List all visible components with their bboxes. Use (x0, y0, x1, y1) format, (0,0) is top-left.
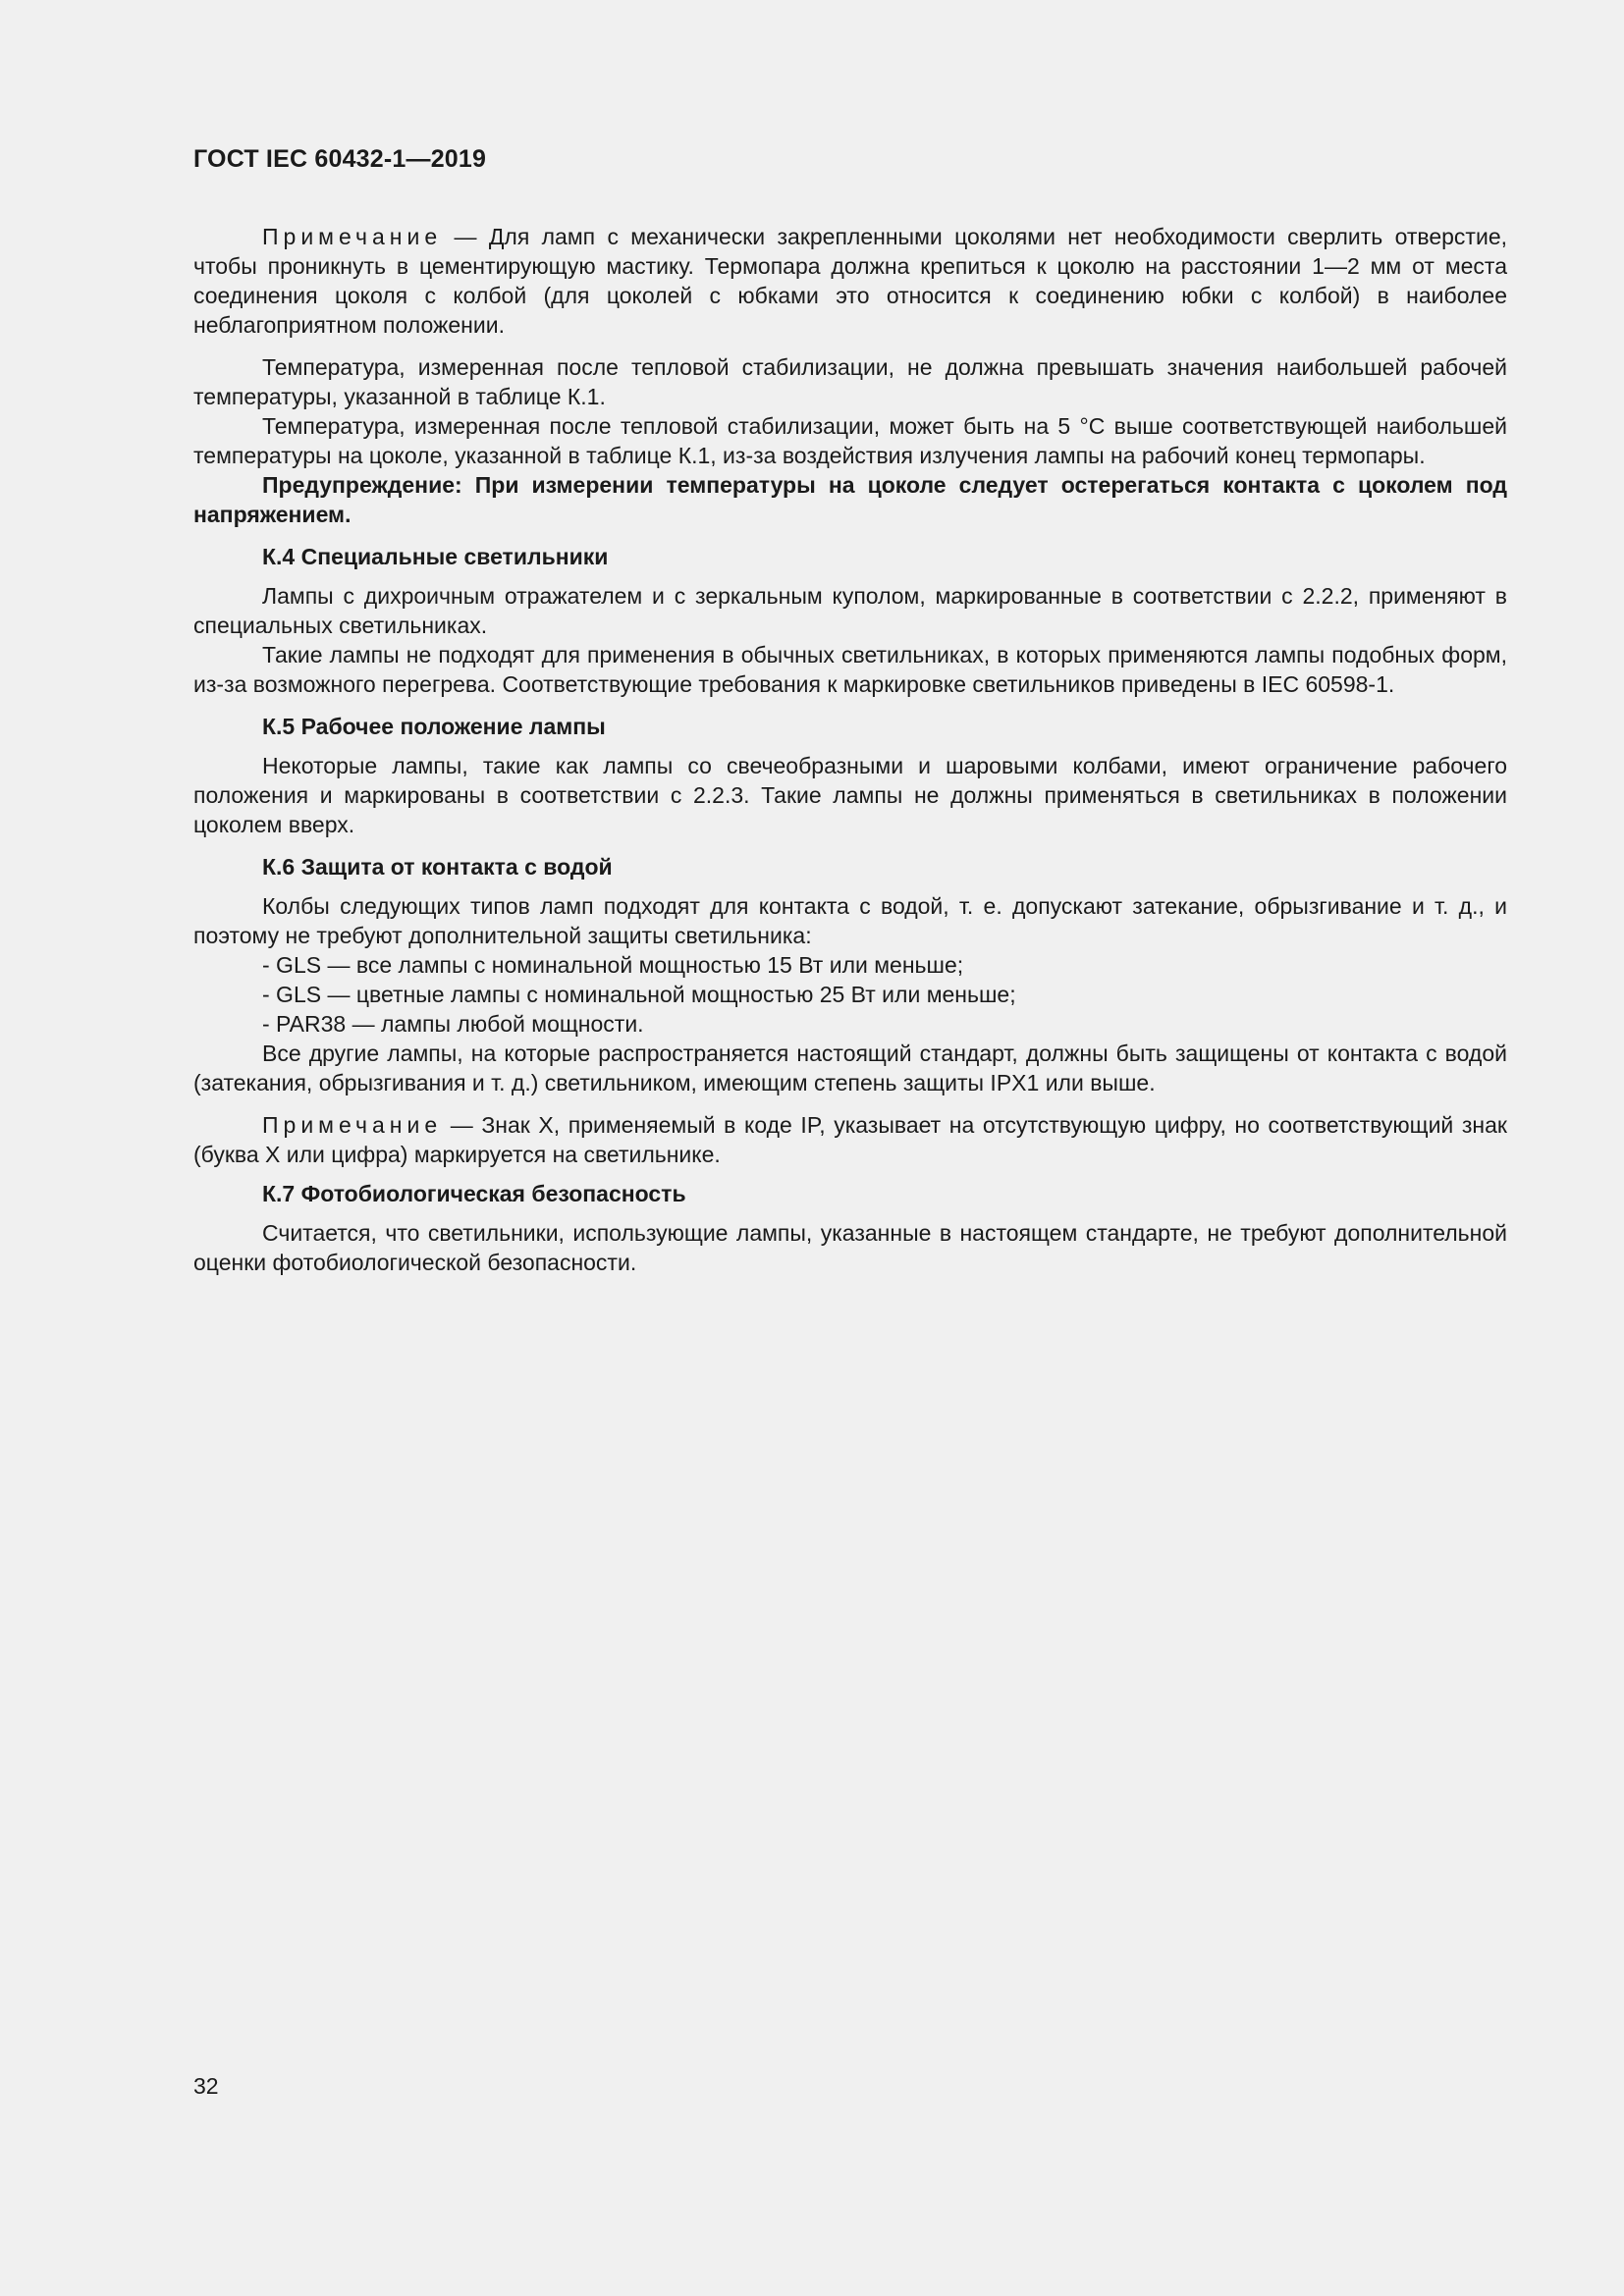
page-number: 32 (193, 2073, 219, 2099)
list-item: - GLS — цветные лампы с номинальной мощностью 25 Вт или меньше; (262, 982, 1016, 1007)
paragraph: Такие лампы не подходят для применения в обычных светильниках, в которых применяются лампы подобных форм, из-за возможного перегрева. Соответствующие требования к маркировке светильников приведены в IEC 60598-1. (193, 642, 1507, 697)
paragraph: Температура, измеренная после тепловой стабилизации, не должна превышать значения наибольшей рабочей температуры, указанной в таблице К.1. (193, 354, 1507, 409)
paragraph: Температура, измеренная после тепловой стабилизации, может быть на 5 °С выше соответствующей наибольшей температуры на цоколе, указанной в таблице К.1, из-за воздействия излучения лампы на рабочий конец термопары. (193, 413, 1507, 468)
note-text: — Знак X, применяемый в коде IP, указывает на отсутствующую цифру, но соответствующий знак (буква X или цифра) маркируется на светильнике. (193, 1112, 1507, 1167)
paragraph: Считается, что светильники, использующие лампы, указанные в настоящем стандарте, не требуют дополнительной оценки фотобиологической безопасности. (193, 1220, 1507, 1275)
note-text: — Для ламп с механически закрепленными цоколями нет необходимости сверлить отверстие, чтобы проникнуть в цементирующую мастику. Термопара должна крепиться к цоколю на расстоянии 1—2 мм от места соединения цоколя с колбой (для цоколей с юбками это относится к соединению юбки с колбой) в наиболее неблагоприятном положении. (193, 224, 1507, 338)
list-item: - PAR38 — лампы любой мощности. (262, 1011, 644, 1037)
note-label: Примечание (262, 224, 443, 249)
paragraph: Все другие лампы, на которые распространяется настоящий стандарт, должны быть защищены от контакта с водой (затекания, обрызгивания и т. д.) светильником, имеющим степень защиты IPX1 или выше. (193, 1041, 1507, 1095)
section-heading-k6: К.6 Защита от контакта с водой (262, 854, 613, 880)
note-paragraph (193, 1110, 1507, 1169)
note-paragraph (193, 222, 1507, 340)
paragraph: Некоторые лампы, такие как лампы со свечеобразными и шаровыми колбами, имеют ограничение рабочего положения и маркированы в соответствии с 2.2.3. Такие лампы не должны применяться в светильниках в положении цоколем вверх. (193, 753, 1507, 837)
section-heading-k5: К.5 Рабочее положение лампы (262, 714, 606, 739)
paragraph: Лампы с дихроичным отражателем и с зеркальным куполом, маркированные в соответствии с 2.2.2, применяют в специальных светильниках. (193, 583, 1507, 638)
section-heading-k4: К.4 Специальные светильники (262, 544, 609, 569)
section-heading-k7: К.7 Фотобиологическая безопасность (262, 1181, 686, 1206)
document-header: ГОСТ IEC 60432-1—2019 (193, 145, 487, 173)
note-label: Примечание (262, 1112, 443, 1138)
paragraph: Колбы следующих типов ламп подходят для контакта с водой, т. е. допускают затекание, обрызгивание и т. д., и поэтому не требуют дополнительной защиты светильника: (193, 893, 1507, 948)
warning-paragraph: Предупреждение: При измерении температуры на цоколе следует остерегаться контакта с цоколем под напряжением. (193, 472, 1507, 527)
list-item: - GLS — все лампы с номинальной мощностью 15 Вт или меньше; (262, 952, 964, 978)
document-body (193, 222, 1507, 1277)
